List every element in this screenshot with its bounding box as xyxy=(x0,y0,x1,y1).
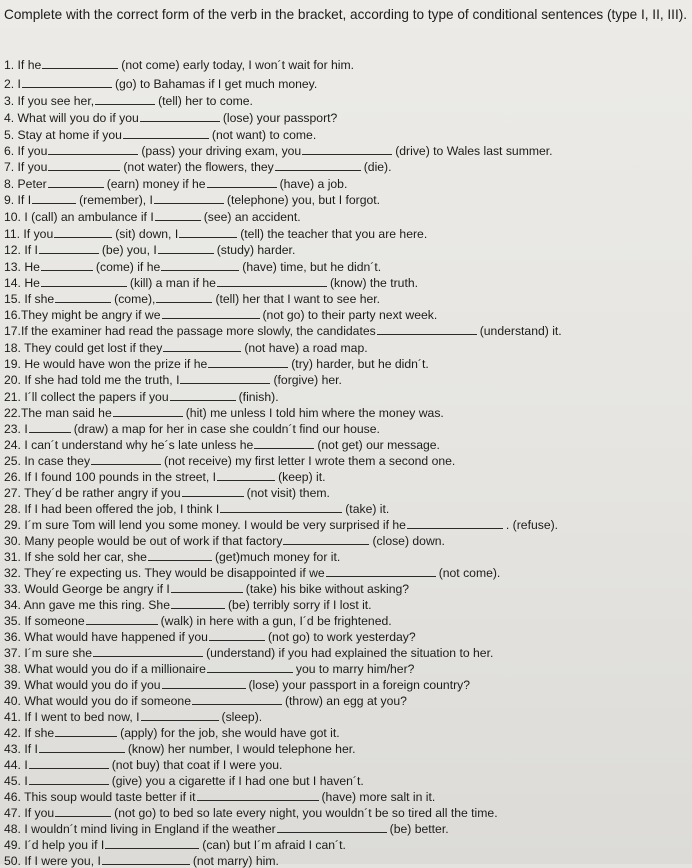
exercise-39 xyxy=(4,678,688,691)
exercise-text: 2. I xyxy=(4,77,21,91)
answer-blank[interactable] xyxy=(140,111,220,122)
exercise-text-continued: (be) terribly sorry if I lost it. xyxy=(228,598,372,612)
exercise-text-continued: (hit) me unless I told him where the money was. xyxy=(185,406,444,420)
answer-blank[interactable] xyxy=(209,630,265,641)
exercise-27 xyxy=(4,486,688,499)
exercise-text-continued: (study) harder. xyxy=(216,243,296,257)
exercise-47 xyxy=(4,806,688,819)
exercise-2 xyxy=(4,77,688,90)
exercise-text: 33. Would George be angry if I xyxy=(4,582,170,596)
exercise-text: 6. If you xyxy=(4,144,48,158)
exercise-text: 36. What would have happened if you xyxy=(4,630,208,644)
exercise-text-continued: . (refuse). xyxy=(505,518,559,532)
answer-blank[interactable] xyxy=(377,324,477,335)
exercise-text-continued: (close) down. xyxy=(372,534,445,548)
exercise-text-continued: (come), xyxy=(114,292,156,306)
exercise-text-continued: (give) you a cigarette if I had one but I haven´t. xyxy=(111,774,364,788)
answer-blank[interactable] xyxy=(217,276,327,287)
exercise-text: 45. I xyxy=(4,774,28,788)
exercise-text: 46. This soup would taste better if it xyxy=(4,790,196,804)
exercise-text: 50. If I were you, I xyxy=(4,854,101,868)
answer-blank[interactable] xyxy=(275,160,361,171)
answer-blank[interactable] xyxy=(254,438,314,449)
exercise-text-continued: (not water) the flowers, they xyxy=(123,160,274,174)
exercise-text-continued: (lose) your passport? xyxy=(222,111,338,125)
exercise-text: 25. In case they xyxy=(4,454,91,468)
exercise-15 xyxy=(4,292,688,305)
exercise-text-continued: (earn) money if he xyxy=(106,177,206,191)
exercise-44 xyxy=(4,758,688,771)
exercise-text-continued: (not want) to come. xyxy=(211,128,317,142)
answer-blank[interactable] xyxy=(283,534,369,545)
exercise-text-continued: (drive) to Wales last summer. xyxy=(395,144,553,158)
exercise-text-continued: (not go) to their party next week. xyxy=(262,308,438,322)
exercise-text-continued: (go) to Bahamas if I get much money. xyxy=(114,77,318,91)
exercise-text-continued: (lose) your passport in a foreign country? xyxy=(248,678,471,692)
exercise-6 xyxy=(4,144,688,157)
exercise-text-continued: (try) harder, but he didn´t. xyxy=(291,357,429,371)
exercise-text-continued: (understand) it. xyxy=(479,324,562,338)
exercise-37 xyxy=(4,646,688,659)
exercise-text-continued: (have) a job. xyxy=(279,177,348,191)
answer-blank[interactable] xyxy=(93,646,203,657)
answer-blank[interactable] xyxy=(207,177,277,188)
exercise-text-continued: (die). xyxy=(363,160,392,174)
exercise-text: 11. If you xyxy=(4,227,54,241)
answer-blank[interactable] xyxy=(180,373,270,384)
exercise-text-continued: (be) you, I xyxy=(101,243,157,257)
exercise-32 xyxy=(4,566,688,579)
exercise-36 xyxy=(4,630,688,643)
exercise-text: 38. What would you do if a millionaire xyxy=(4,662,206,676)
answer-blank[interactable] xyxy=(171,598,225,609)
exercise-text: 28. If I had been offered the job, I think I xyxy=(4,502,220,516)
exercise-24 xyxy=(4,438,688,451)
exercise-text-continued: (not receive) my first letter I wrote them a second one. xyxy=(164,454,456,468)
answer-blank[interactable] xyxy=(86,614,158,625)
exercise-text: 44. I xyxy=(4,758,28,772)
exercise-text-continued: (get)much money for it. xyxy=(214,550,341,564)
instructions: Complete with the correct form of the verb in the bracket, according to type of conditional sentences (type I, II, III). xyxy=(4,7,688,22)
exercise-text-continued: (come) if he xyxy=(95,260,161,274)
answer-blank[interactable] xyxy=(208,357,288,368)
exercise-12 xyxy=(4,243,688,256)
exercise-text: 8. Peter xyxy=(4,177,47,191)
exercise-text-continued: (not come). xyxy=(438,566,501,580)
exercise-text: 41. If I went to bed now, I xyxy=(4,710,140,724)
exercise-text-continued: (kill) a man if he xyxy=(129,276,216,290)
exercise-10 xyxy=(4,210,688,223)
answer-blank[interactable] xyxy=(154,193,224,204)
exercise-text: 42. If she xyxy=(4,726,55,740)
exercise-text-continued: (throw) an egg at you? xyxy=(284,694,407,708)
exercise-text: 17.If the examiner had read the passage more slowly, the candidates xyxy=(4,324,376,338)
answer-blank[interactable] xyxy=(102,854,190,865)
exercise-4 xyxy=(4,111,688,124)
exercise-text: 5. Stay at home if you xyxy=(4,128,122,142)
exercise-22 xyxy=(4,406,688,419)
exercise-18 xyxy=(4,341,688,354)
answer-blank[interactable] xyxy=(55,806,111,817)
answer-blank[interactable] xyxy=(156,292,212,303)
exercise-text-continued: (tell) her that I want to see her. xyxy=(215,292,381,306)
exercise-text: 37. I´m sure she xyxy=(4,646,93,660)
answer-blank[interactable] xyxy=(277,822,387,833)
exercise-text-continued: you to marry him/her? xyxy=(295,662,415,676)
exercise-text: 14. He xyxy=(4,276,40,290)
answer-blank[interactable] xyxy=(29,758,109,769)
answer-blank[interactable] xyxy=(91,454,161,465)
exercise-text-continued: (sleep). xyxy=(221,710,263,724)
exercise-text: 23. I xyxy=(4,422,28,436)
exercise-text: 3. If you see her, xyxy=(4,94,95,108)
answer-blank[interactable] xyxy=(182,486,244,497)
exercise-text-continued: (know) her number, I would telephone her. xyxy=(127,742,356,756)
exercise-text: 24. I can´t understand why he´s late unless he xyxy=(4,438,254,452)
answer-blank[interactable] xyxy=(113,406,183,417)
exercise-text-continued: (have) time, but he didn´t. xyxy=(242,260,382,274)
exercise-48 xyxy=(4,822,688,835)
exercise-text-continued: (not get) our message. xyxy=(317,438,440,452)
answer-blank[interactable] xyxy=(148,550,212,561)
exercise-45 xyxy=(4,774,688,787)
exercise-40 xyxy=(4,694,688,707)
exercise-text-continued: (tell) the teacher that you are here. xyxy=(240,227,428,241)
exercise-text: 16.They might be angry if we xyxy=(4,308,161,322)
answer-blank[interactable] xyxy=(162,678,246,689)
answer-blank[interactable] xyxy=(158,243,214,254)
exercise-text: 34. Ann gave me this ring. She xyxy=(4,598,170,612)
exercise-text-continued: (keep) it. xyxy=(278,470,326,484)
exercise-7 xyxy=(4,160,688,173)
answer-blank[interactable] xyxy=(161,260,239,271)
exercise-9 xyxy=(4,193,688,206)
answer-blank[interactable] xyxy=(171,582,243,593)
exercise-text: 9. If I xyxy=(4,193,32,207)
exercise-text: 49. I´d help you if I xyxy=(4,838,105,852)
exercise-19 xyxy=(4,357,688,370)
exercise-28 xyxy=(4,502,688,515)
exercise-23 xyxy=(4,422,688,435)
exercise-text: 15. If she xyxy=(4,292,55,306)
exercise-25 xyxy=(4,454,688,467)
answer-blank[interactable] xyxy=(48,160,120,171)
exercise-text: 21. I´ll collect the papers if you xyxy=(4,390,169,404)
answer-blank[interactable] xyxy=(220,502,342,513)
answer-blank[interactable] xyxy=(141,710,219,721)
exercise-text: 4. What will you do if you xyxy=(4,111,139,125)
exercise-text-continued: (finish). xyxy=(238,390,279,404)
answer-blank[interactable] xyxy=(48,144,138,155)
exercise-text-continued: (not buy) that coat if I were you. xyxy=(111,758,283,772)
answer-blank[interactable] xyxy=(407,518,503,529)
exercise-text: 7. If you xyxy=(4,160,48,174)
exercise-text-continued: (know) the truth. xyxy=(329,276,418,290)
exercise-16 xyxy=(4,308,688,321)
exercise-34 xyxy=(4,598,688,611)
exercise-text: 1. If he xyxy=(4,58,42,72)
exercise-text-continued: (tell) her to come. xyxy=(158,94,253,108)
exercise-text-continued: (take) it. xyxy=(345,502,390,516)
exercise-text: 47. If you xyxy=(4,806,55,820)
exercise-33 xyxy=(4,582,688,595)
exercise-text: 27. They´d be rather angry if you xyxy=(4,486,181,500)
answer-blank[interactable] xyxy=(207,662,293,673)
exercise-17 xyxy=(4,324,688,337)
answer-blank[interactable] xyxy=(48,177,104,188)
answer-blank[interactable] xyxy=(170,390,236,401)
exercise-text-continued: (can) but I´m afraid I can´t. xyxy=(202,838,346,852)
exercise-text-continued: (have) more salt in it. xyxy=(321,790,436,804)
exercise-1 xyxy=(4,58,688,71)
answer-blank[interactable] xyxy=(39,742,125,753)
exercise-text-continued: (take) his bike without asking? xyxy=(245,582,410,596)
answer-blank[interactable] xyxy=(39,243,99,254)
answer-blank[interactable] xyxy=(41,260,93,271)
exercise-35 xyxy=(4,614,688,627)
exercise-text-continued: (apply) for the job, she would have got it. xyxy=(120,726,340,740)
answer-blank[interactable] xyxy=(55,292,111,303)
exercise-49 xyxy=(4,838,688,851)
exercise-text: 31. If she sold her car, she xyxy=(4,550,147,564)
exercise-29 xyxy=(4,518,688,531)
exercise-text-continued: (not visit) them. xyxy=(246,486,330,500)
answer-blank[interactable] xyxy=(95,94,155,105)
answer-blank[interactable] xyxy=(42,58,118,69)
exercise-text: 48. I wouldn´t mind living in England if the weather xyxy=(4,822,276,836)
exercise-8 xyxy=(4,177,688,190)
exercise-text-continued: (walk) in here with a gun, I´d be frightened. xyxy=(160,614,392,628)
exercise-text: 43. If I xyxy=(4,742,38,756)
exercise-text: 12. If I xyxy=(4,243,38,257)
exercise-text: 18. They could get lost if they xyxy=(4,341,163,355)
answer-blank[interactable] xyxy=(163,341,241,352)
exercise-26 xyxy=(4,470,688,483)
exercise-text-continued: (pass) your driving exam, you xyxy=(141,144,302,158)
exercise-text: 19. He would have won the prize if he xyxy=(4,357,208,371)
answer-blank[interactable] xyxy=(105,838,199,849)
answer-blank[interactable] xyxy=(302,144,392,155)
exercise-text: 35. If someone xyxy=(4,614,85,628)
exercise-14 xyxy=(4,276,688,289)
exercise-text-continued: (see) an accident. xyxy=(203,210,301,224)
exercise-13 xyxy=(4,260,688,273)
exercise-text-continued: (not go) to work yesterday? xyxy=(267,630,416,644)
exercise-text: 22.The man said he xyxy=(4,406,112,420)
answer-blank[interactable] xyxy=(155,210,201,221)
exercise-text: 10. I (call) an ambulance if I xyxy=(4,210,154,224)
answer-blank[interactable] xyxy=(54,227,112,238)
exercise-text-continued: (sit) down, I xyxy=(115,227,179,241)
answer-blank[interactable] xyxy=(326,566,436,577)
exercise-text-continued: (not come) early today, I won´t wait for him. xyxy=(121,58,355,72)
exercise-41 xyxy=(4,710,688,723)
answer-blank[interactable] xyxy=(162,308,260,319)
exercise-text-continued: (not go) to bed so late every night, you wouldn´t be so tired all the time. xyxy=(114,806,498,820)
answer-blank[interactable] xyxy=(41,276,127,287)
exercise-46 xyxy=(4,790,688,803)
exercise-text-continued: (be) better. xyxy=(389,822,449,836)
exercise-text: 26. If I found 100 pounds in the street, I xyxy=(4,470,217,484)
exercise-text-continued: (draw) a map for her in case she couldn´t find our house. xyxy=(73,422,380,436)
exercise-text: 30. Many people would be out of work if that factory xyxy=(4,534,283,548)
exercise-text-continued: (understand) if you had explained the situation to her. xyxy=(206,646,494,660)
exercise-31 xyxy=(4,550,688,563)
answer-blank[interactable] xyxy=(179,227,237,238)
answer-blank[interactable] xyxy=(29,774,109,785)
answer-blank[interactable] xyxy=(55,726,117,737)
exercise-text: 32. They´re expecting us. They would be disappointed if we xyxy=(4,566,325,580)
answer-blank[interactable] xyxy=(197,790,319,801)
exercise-50 xyxy=(4,854,688,867)
exercise-text: 29. I´m sure Tom will lend you some money. I would be very surprised if he xyxy=(4,518,406,532)
answer-blank[interactable] xyxy=(217,470,275,481)
exercise-11 xyxy=(4,227,688,240)
answer-blank[interactable] xyxy=(32,193,76,204)
answer-blank[interactable] xyxy=(192,694,282,705)
exercise-text-continued: (forgive) her. xyxy=(273,373,342,387)
exercise-text: 13. He xyxy=(4,260,40,274)
exercise-text: 20. If she had told me the truth, I xyxy=(4,373,180,387)
answer-blank[interactable] xyxy=(22,77,112,88)
exercise-43 xyxy=(4,742,688,755)
exercise-text-continued: (not have) a road map. xyxy=(244,341,368,355)
exercise-30 xyxy=(4,534,688,547)
answer-blank[interactable] xyxy=(29,422,71,433)
exercise-42 xyxy=(4,726,688,739)
exercise-20 xyxy=(4,373,688,386)
exercise-text-continued: (not marry) him. xyxy=(192,854,279,868)
exercise-text: 39. What would you do if you xyxy=(4,678,161,692)
answer-blank[interactable] xyxy=(123,128,209,139)
exercise-38 xyxy=(4,662,688,675)
exercise-text: 40. What would you do if someone xyxy=(4,694,191,708)
exercise-5 xyxy=(4,128,688,141)
exercise-text-continued: (telephone) you, but I forgot. xyxy=(226,193,381,207)
exercise-21 xyxy=(4,390,688,403)
exercise-text-continued: (remember), I xyxy=(79,193,153,207)
exercise-3 xyxy=(4,94,688,107)
